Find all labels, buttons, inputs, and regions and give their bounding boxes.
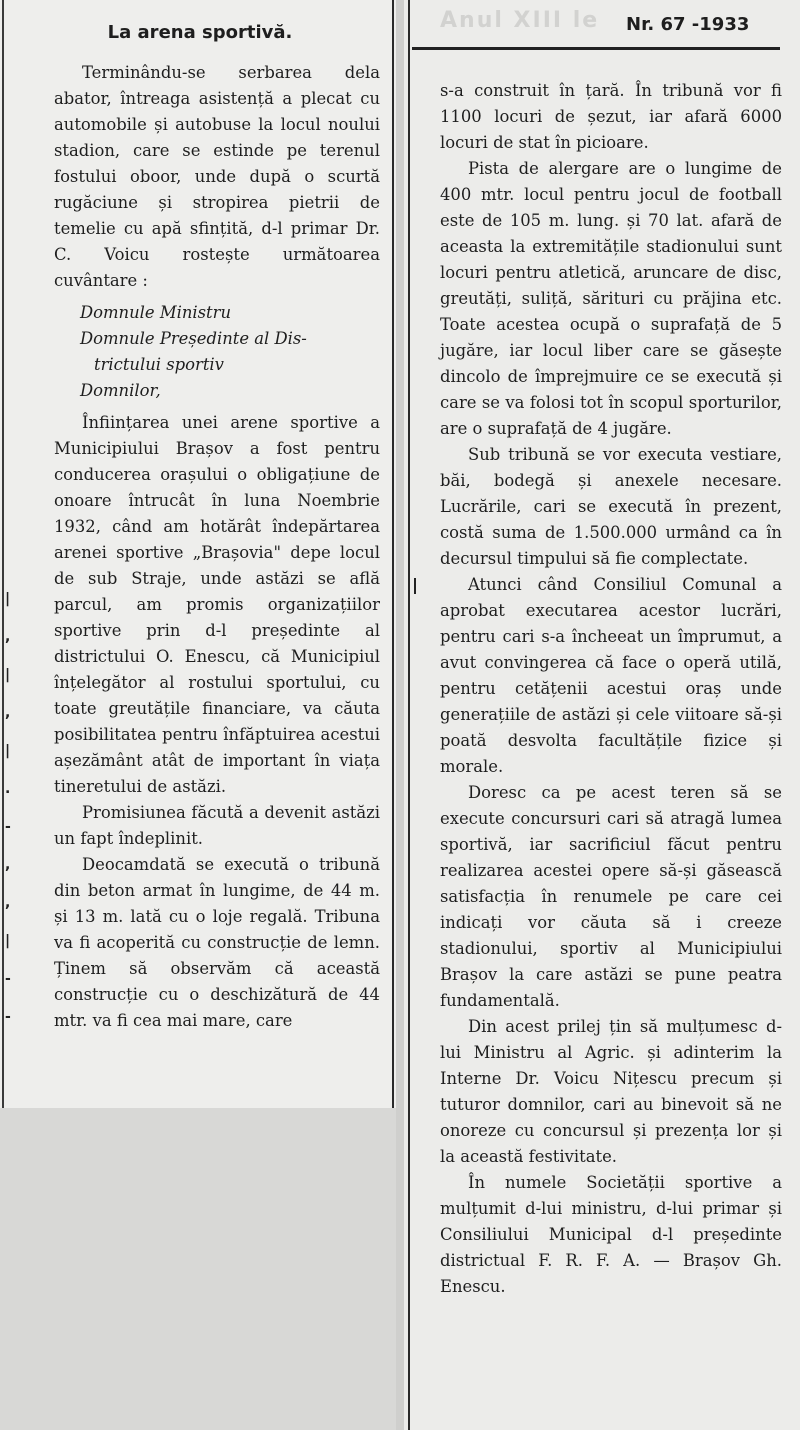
- column-divider-rule: [392, 0, 394, 1108]
- intro-paragraph: Terminându-se serbarea dela abator, întreaga asistență a plecat cu automobile și autobuse la locul noului stadion, care se estinde pe terenul fostului oboor, unde după o scurtă rugăciune și stropirea pietrii de temelie cu apă sfințită, d-l primar Dr. C. Voicu rostește următoarea cuvântare :: [54, 63, 380, 290]
- body-paragraph: Din acest prilej țin să mulțumesc d-lui Ministru al Agric. și adinterim la Interne Dr. Voicu Nițescu precum și tuturor domnilor, cari au binevoit să ne onoreze cu concursul și prezența lor și la această festivitate.: [440, 1017, 782, 1166]
- column-gutter: [396, 0, 404, 1430]
- salutation-line: Domnule Ministru: [80, 303, 232, 322]
- header-faint-text: Anul XIII le: [440, 8, 600, 30]
- salutation-line: trictului sportiv: [94, 355, 224, 374]
- left-margin-marks: | , | , | . - , , | - -: [5, 591, 11, 1025]
- article-right-column: [440, 78, 782, 1300]
- header-rule: [412, 47, 780, 50]
- body-paragraph: Înființarea unei arene sportive a Municipiului Brașov a fost pentru conducerea orașului o obligațiune de onoare întrucât în luna Noembrie 1932, când am hotărât îndepărtarea arenei sportive „Brașovia" depe locul de sub Straje, unde astăzi se află parcul, am promis organizațiilor sportive prin d-l președinte al districtului O. Enescu, că Municipiul înțelegător al rostului sportului, cu toate greutățile financiare, va căuta posibilitatea pentru înfăptuirea acestui așezământ atât de important în viața tineretului de astăzi.: [54, 413, 380, 796]
- article-left-column: [54, 60, 380, 1034]
- salutation-line: Domnilor,: [80, 381, 161, 400]
- body-paragraph: Pista de alergare are o lungime de 400 mtr. locul pentru jocul de football este de 105 m. lung. și 70 lat. afară de aceasta la extremitățile stadionului sunt locuri pentru atletică, aruncare de disc, greutăți, suliță, sărituri cu prăjina etc. Toate acestea ocupă o suprafață de 5 jugăre, iar locul liber care se găsește dincolo de împrejmuire ce se execută și care se va folosi tot în scopul sporturilor, are o suprafață de 4 jugăre.: [440, 159, 782, 438]
- body-paragraph: Deocamdată se execută o tribună din beton armat în lungime, de 44 m. și 13 m. lată cu o loje regală. Tribuna va fi acoperită cu construcție de lemn. Ținem să observăm că această construcție cu o deschizătură de 44 mtr. va fi cea mai mare, care: [54, 855, 380, 1030]
- issue-number: Nr. 67 -1933: [626, 14, 750, 35]
- body-paragraph: Doresc ca pe acest teren să se execute concursuri cari să atragă lumea sportivă, iar sacrificiul făcut pentru realizarea acestei opere să-și găsească satisfacția în renumele pe care cei indicați vor căuta să i creeze stadionului, sportiv al Municipiului Brașov la care astăzi se pune peatra fundamentală.: [440, 783, 782, 1010]
- body-paragraph: Atunci când Consiliul Comunal a aprobat executarea acestor lucrări, pentru cari s-a încheeat un împrumut, a avut convingerea că face o operă utilă, pentru cetățenii acestui oraș unde generațiile de astăzi și cele viitoare să-și poată desvolta facultățile fizice și morale.: [440, 575, 782, 776]
- left-edge-rule: [2, 0, 4, 1108]
- margin-tick: [414, 578, 416, 594]
- article-title: La arena sportivă.: [107, 22, 293, 43]
- body-paragraph: În numele Societății sportive a mulțumit d-lui ministru, d-lui primar și Consiliului Municipal d-l președinte districtual F. R. F. A. — Brașov Gh. Enescu.: [440, 1173, 782, 1296]
- body-paragraph: Promisiunea făcută a devenit astăzi un fapt îndeplinit.: [54, 803, 380, 848]
- salutation-line: Domnule Președinte al Dis-: [80, 329, 307, 348]
- right-column-rule: [408, 0, 410, 1430]
- body-paragraph: Sub tribună se vor executa vestiare, băi, bodegă și anexele necesare. Lucrările, cari se execută în prezent, costă suma de 1.500.000 urmând ca în decursul timpului să fie complectate.: [440, 445, 782, 568]
- salutation-block: [54, 300, 380, 404]
- continuation-paragraph: s-a construit în țară. În tribună vor fi 1100 locuri de șezut, iar afară 6000 locuri de stat în picioare.: [440, 81, 782, 152]
